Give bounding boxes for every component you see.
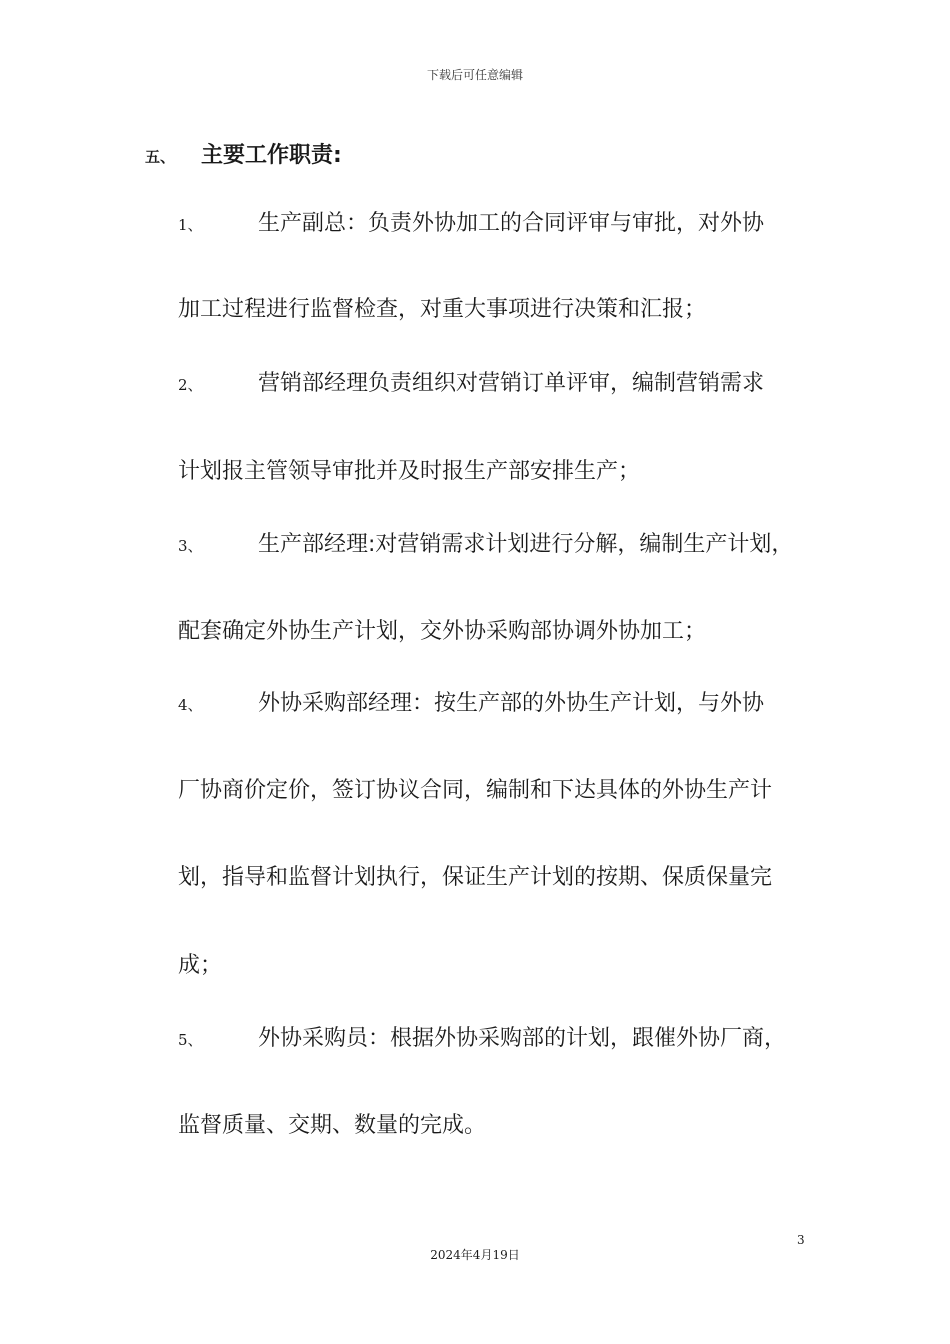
item-3-line-2: 配套确定外协生产计划，交外协采购部协调外协加工； bbox=[178, 619, 707, 644]
item-1-line-2: 加工过程进行监督检查，对重大事项进行决策和汇报； bbox=[178, 297, 707, 322]
item-2-number: 2、 bbox=[178, 376, 203, 394]
item-2-line-1 bbox=[178, 369, 764, 400]
item-1-number: 1、 bbox=[178, 216, 203, 234]
page-header: 下载后可任意编辑 bbox=[426, 68, 523, 82]
item-4-line-4: 成； bbox=[178, 953, 223, 978]
item-2-text-1: 营销部经理负责组织对营销订单评审，编制营销需求 bbox=[258, 371, 765, 396]
page-number: 3 bbox=[797, 1233, 805, 1247]
item-5-line-2: 监督质量、交期、数量的完成。 bbox=[178, 1113, 487, 1138]
item-4-line-3: 划，指导和监督计划执行，保证生产计划的按期、保质保量完 bbox=[178, 865, 773, 890]
item-1-line-1 bbox=[178, 209, 764, 240]
section-number: 五、 bbox=[145, 148, 176, 166]
item-5-text-1: 外协采购员：根据外协采购部的计划，跟催外协厂商， bbox=[258, 1026, 787, 1051]
item-1-text-1: 生产副总：负责外协加工的合同评审与审批，对外协 bbox=[258, 211, 765, 236]
item-4-number: 4、 bbox=[178, 696, 203, 714]
item-4-text-1: 外协采购部经理：按生产部的外协生产计划，与外协 bbox=[258, 691, 765, 716]
item-3-text-1: 生产部经理:对营销需求计划进行分解，编制生产计划， bbox=[258, 532, 794, 557]
item-3-number: 3、 bbox=[178, 537, 203, 555]
item-3-line-1 bbox=[178, 530, 793, 561]
item-5-number: 5、 bbox=[178, 1031, 203, 1049]
item-4-line-2: 厂协商价定价，签订协议合同，编制和下达具体的外协生产计 bbox=[178, 778, 773, 803]
section-heading bbox=[145, 138, 342, 169]
section-title: 主要工作职责: bbox=[201, 143, 342, 168]
page-date: 2024年4月19日 bbox=[430, 1248, 520, 1262]
item-4-line-1 bbox=[178, 689, 764, 720]
item-5-line-1 bbox=[178, 1024, 786, 1055]
item-2-line-2: 计划报主管领导审批并及时报生产部安排生产； bbox=[178, 459, 641, 484]
